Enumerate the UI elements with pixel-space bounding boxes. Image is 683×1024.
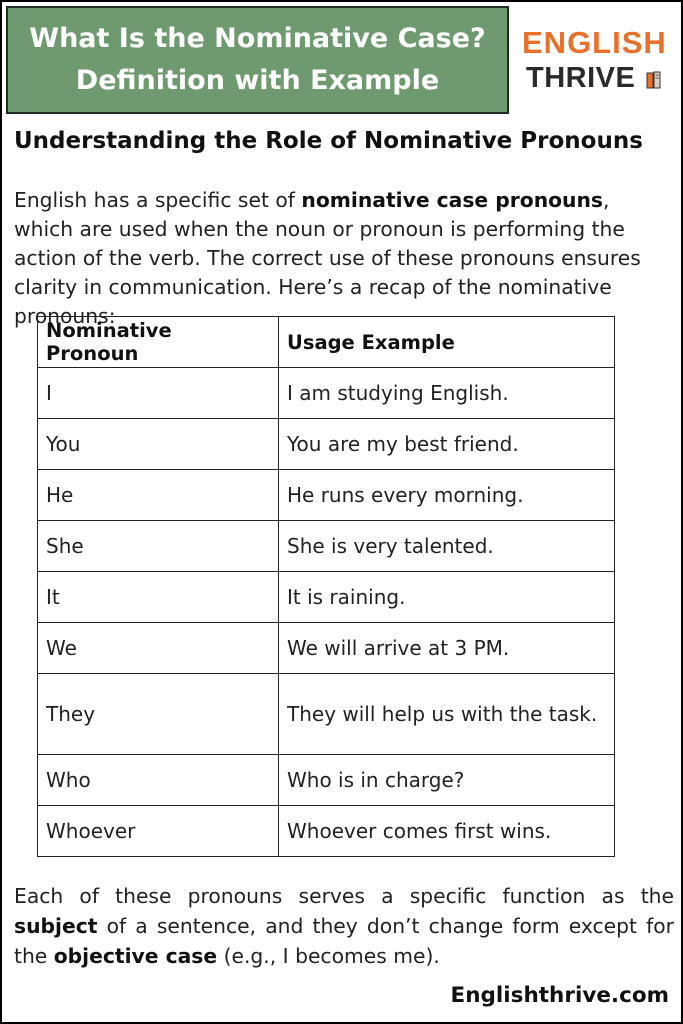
column-header-example: Usage Example <box>279 317 615 368</box>
pronoun-cell: It <box>38 572 279 623</box>
logo-word-english: ENGLISH <box>522 25 667 60</box>
pronoun-cell: Who <box>38 755 279 806</box>
outro-bold-subject: subject <box>14 914 98 938</box>
pronoun-cell: They <box>38 674 279 755</box>
example-cell: It is raining. <box>279 572 615 623</box>
pronoun-cell: You <box>38 419 279 470</box>
pronoun-cell: We <box>38 623 279 674</box>
table-row <box>38 806 615 857</box>
example-cell: You are my best friend. <box>279 419 615 470</box>
closing-paragraph <box>14 881 674 971</box>
logo-word-thrive: THRIVE <box>526 62 636 94</box>
table-header-row <box>38 317 615 368</box>
website-footer: Englishthrive.com <box>450 983 669 1008</box>
pronoun-cell: He <box>38 470 279 521</box>
example-cell: I am studying English. <box>279 368 615 419</box>
pronoun-table <box>37 316 615 857</box>
intro-text-2: , which are used when the noun or pronoun is performing the action of the verb. The correct use of these pronouns ensures clarity in communication. Here’s a recap of the nominative pronouns: <box>14 188 641 328</box>
example-cell: He runs every morning. <box>279 470 615 521</box>
table-row <box>38 368 615 419</box>
english-thrive-logo <box>522 26 672 98</box>
table-row <box>38 623 615 674</box>
pronoun-cell: I <box>38 368 279 419</box>
title-line-1: What Is the Nominative Case? <box>29 23 486 54</box>
outro-text-2: of a sentence, and they don’t change form except for the <box>14 914 674 968</box>
outro-text-1: Each of these pronouns serves a specific function as the <box>14 884 674 908</box>
intro-text-1: English has a specific set of <box>14 188 302 212</box>
intro-bold-term: nominative case pronouns <box>301 188 604 212</box>
example-cell: We will arrive at 3 PM. <box>279 623 615 674</box>
section-heading: Understanding the Role of Nominative Pronouns <box>14 128 643 154</box>
table-row <box>38 470 615 521</box>
example-cell: Who is in charge? <box>279 755 615 806</box>
example-cell: They will help us with the task. <box>279 674 615 755</box>
intro-paragraph <box>14 186 670 331</box>
book-icon <box>646 71 662 89</box>
outro-bold-objective: objective case <box>53 944 218 968</box>
pronoun-cell: She <box>38 521 279 572</box>
example-cell: Whoever comes first wins. <box>279 806 615 857</box>
table-row <box>38 674 615 755</box>
pronoun-cell: Whoever <box>38 806 279 857</box>
column-header-pronoun: Nominative Pronoun <box>38 317 279 368</box>
title-line-2: Definition with Example <box>75 65 440 96</box>
table-row <box>38 572 615 623</box>
table-row <box>38 521 615 572</box>
table-row <box>38 419 615 470</box>
outro-text-3: (e.g., I becomes me). <box>217 944 440 968</box>
example-cell: She is very talented. <box>279 521 615 572</box>
table-row <box>38 755 615 806</box>
title-banner <box>6 6 509 114</box>
